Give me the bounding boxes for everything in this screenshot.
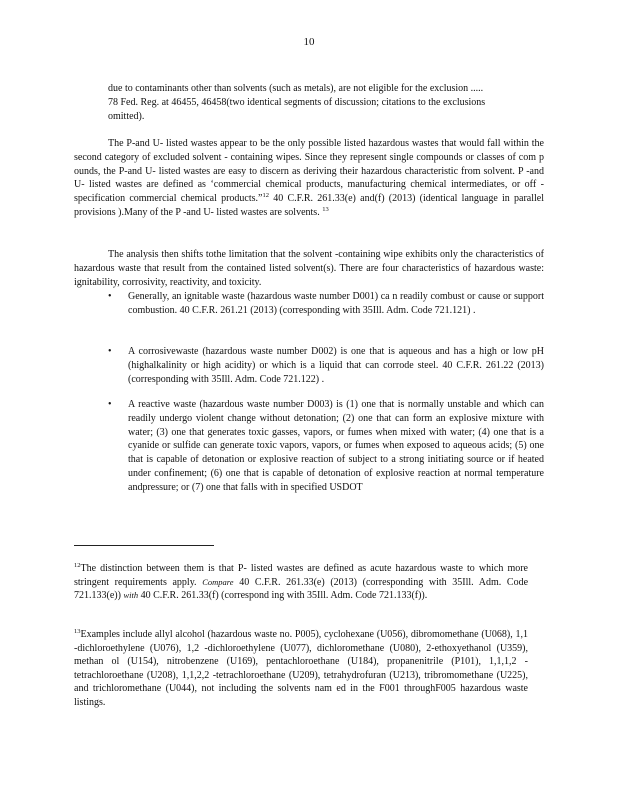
bullet-icon: • [108, 291, 112, 302]
list-item-text: A reactive waste (hazardous waste number D003) is (1) one that is normally unstable and which can readily undergo violent change without detonation; (2) one that can form an explosive mixture with water; (3) one that generates toxic gasses, vapors, or fumes when mixed with water; (4) one that is a cyanide or sulfide can generate toxic vapors, vapors, or fumes when exposed to aqueous acids; (5) one that is capable of detonation or explosive reaction of subject to a strong initiating source or if heated under confinement; (6) one that is capable of detonation of explosive reaction at normal temperature andpressure; or (7) one that falls with in specified USDOT [128, 399, 544, 493]
footnote-ref-13[interactable]: 13 [322, 205, 329, 213]
footnote-13 [74, 628, 528, 710]
footnote-12 [74, 562, 528, 603]
bullet-icon: • [108, 399, 112, 410]
footnote-divider [74, 545, 214, 546]
footnote-number: 13 [74, 628, 81, 635]
paragraph-text-citation: 40 C.F.R. 261.33(e) and(f) (2013) (identical language in parallel provisions ).Many of the P -and U- listed wastes are solvents. [74, 193, 545, 218]
footnote-signal-with: with [123, 590, 139, 601]
paragraph-characteristics: The analysis then shifts tothe limitation that the solvent -containing wipe exhibits only the characteristics of hazardous waste that result from the contained listed solvent(s). There are four characteristics of hazardous waste: ignitability, corrosivity, reactivity, and toxicity. [74, 249, 544, 288]
list-item-ignitable [108, 290, 544, 318]
bullet-list [108, 398, 544, 495]
footnote-ref-12[interactable]: 12 [262, 192, 269, 200]
footnote-text: Examples include allyl alcohol (hazardous waste no. P005), cyclohexane (U056), dibromomethane (U068), 1,1 -dichloroethylene (U076), 1,2 -dichloroethylene (U077), dichloromethane (U080), 2-ethoxyethanol (U359), methan ol (U154), nitrobenzene (U169), pentachloroethane (U184), propanenitrile (P101), 1,1,1,2 -tetrachloroethane (U208), 1,1,2,2 -tetrachloroethane (U209), tetrahydrofuran (U213), tribromomethane (U225), and trichloromethane (U044), not including the solvents nam ed in the F001 throughF005 hazardous waste listings. [74, 629, 528, 708]
bullet-list [108, 290, 544, 318]
footnote-text: The distinction between them is that P- listed wastes are defined as acute hazardous waste to which more stringent requirements apply. [74, 563, 528, 588]
page-number: 10 [303, 36, 315, 48]
paragraph-listed-wastes [74, 137, 544, 220]
list-item-reactive [108, 398, 544, 495]
list-item-corrosive [108, 345, 544, 386]
footnote-text: 40 C.F.R. 261.33(e) (2013) (corresponding with 35Ill. Adm. Code 721.133(e)) [74, 576, 529, 602]
bullet-icon: • [108, 346, 112, 357]
footnote-signal-compare: Compare [202, 576, 234, 587]
footnote-number: 12 [74, 562, 81, 569]
list-item-text: Generally, an ignitable waste (hazardous waste number D001) ca n readily combust or cause or support combustion. 40 C.F.R. 261.21 (2013) (corresponding with 35Ill. Adm. Code 721.121) . [128, 291, 544, 316]
list-item-text: A corrosivewaste (hazardous waste number D002) is one that is aqueous and has a high or low pH (highalkalinity or high acidity) or which is a liquid that can corrode steel. 40 C.F.R. 261.22 (2013) (corresponding with 35Ill. Adm. Code 721.122) . [128, 346, 544, 385]
bullet-list [108, 345, 544, 386]
continuation-paragraph: due to contaminants other than solvents (such as metals), are not eligible for the exclusion ..... 78 Fed. Reg. at 46455, 46458(two identical segments of discussion; citations to the exclusions omitted). [108, 83, 486, 122]
paragraph-text: The P-and U- listed wastes appear to be the only possible listed hazardous wastes that would fall within the second category of excluded solvent - containing wipes. Since they represent single compounds or classes of com p ounds, the P-and U- listed wastes are easy to discern as deriving their hazardous characteristic from solvent. P -and U- listed wastes are defined as ‘commercial chemical products, manufacturing chemical intermediates, or off - specification commercial chemical products.” [74, 138, 544, 205]
footnote-text: 40 C.F.R. 261.33(f) (correspond ing with 35Ill. Adm. Code 721.133(f)). [140, 590, 428, 602]
